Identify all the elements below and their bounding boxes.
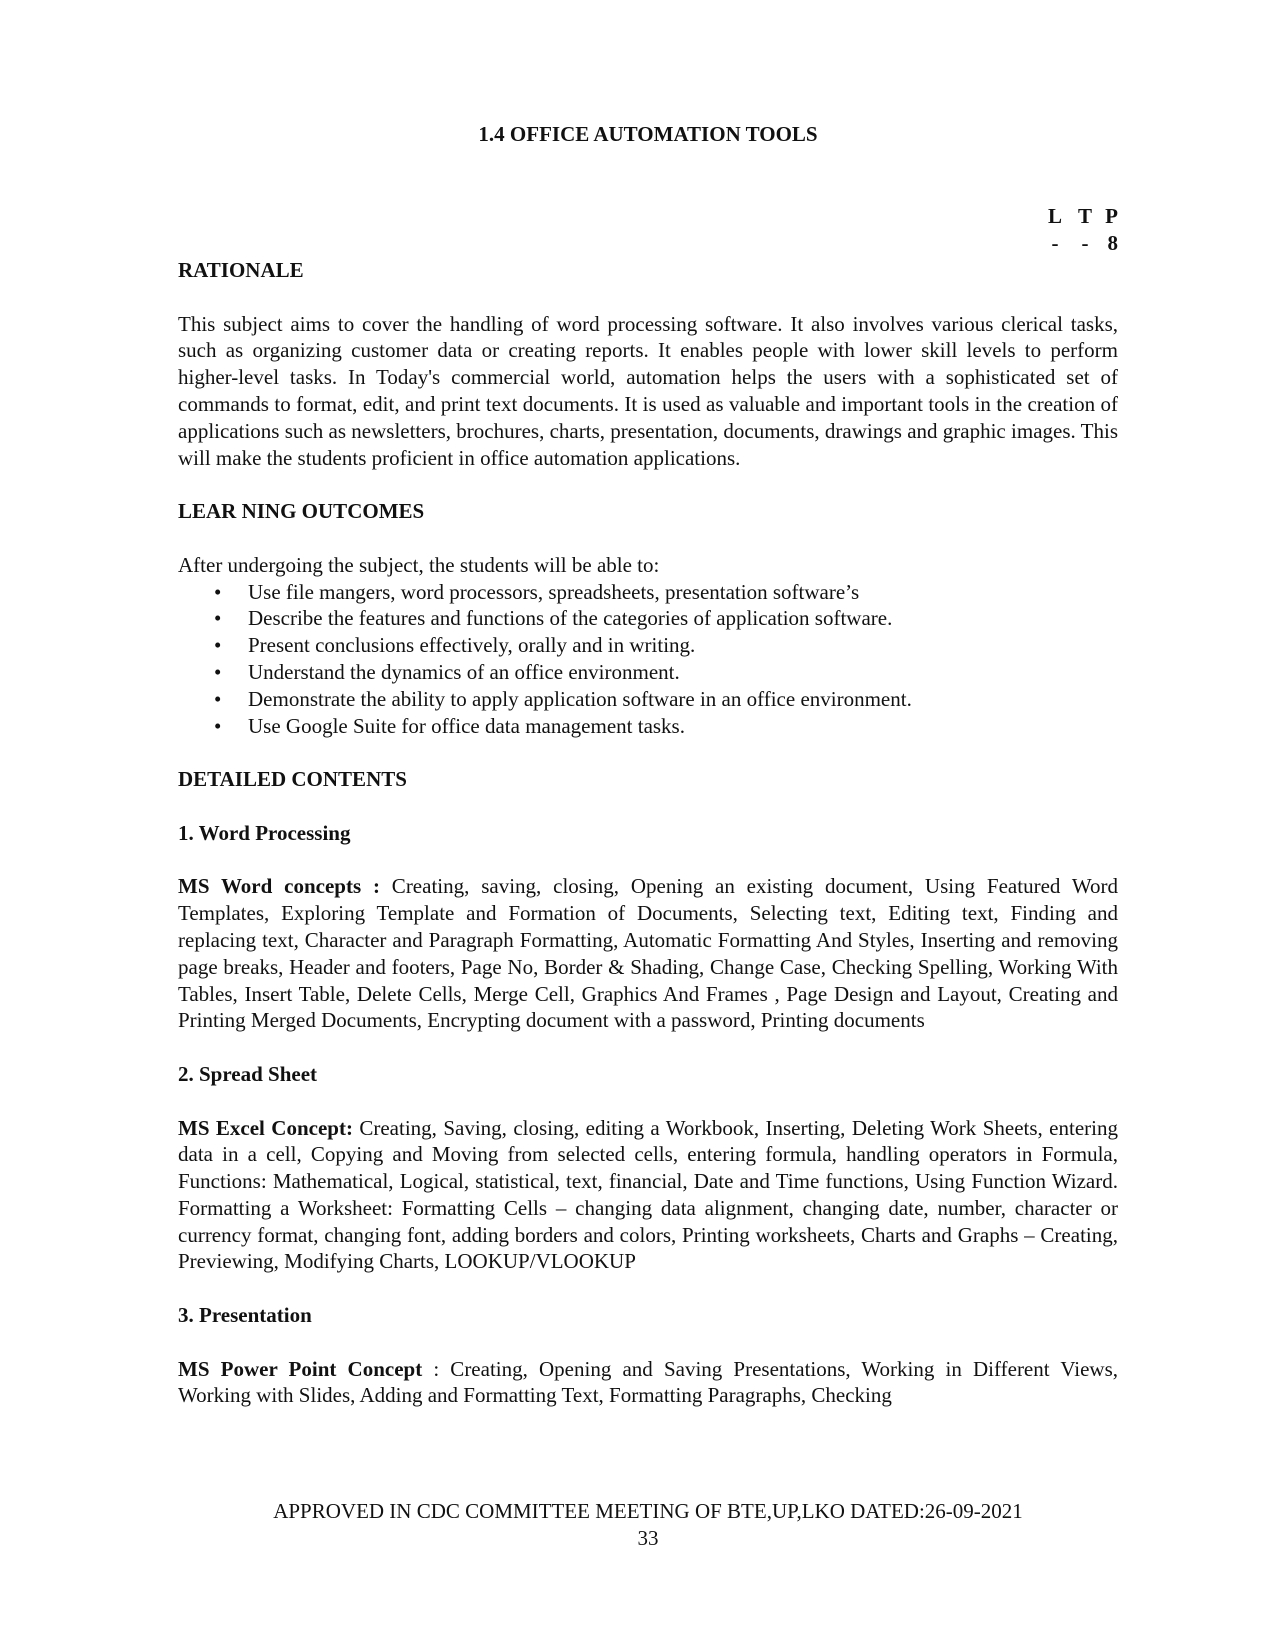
list-item (214, 605, 1118, 632)
outcome-text: Present conclusions effectively, orally and in writing. (248, 633, 696, 658)
presentation-heading: 3. Presentation (178, 1303, 312, 1328)
word-processing-heading: 1. Word Processing (178, 820, 351, 845)
bullet-icon: • (214, 713, 222, 738)
document-body (178, 257, 1118, 1409)
spacer (178, 471, 1118, 498)
ms-excel-lead: MS Excel Concept: (178, 1115, 353, 1140)
bullet-icon: • (214, 633, 222, 658)
spacer (178, 1329, 1118, 1356)
list-item (214, 713, 1118, 740)
ltp-header-p: P (1105, 204, 1118, 228)
list-item (214, 579, 1118, 606)
outcome-text: Use file mangers, word processors, spreadsheets, presentation software’s (248, 579, 860, 604)
spread-sheet-heading: 2. Spread Sheet (178, 1061, 318, 1086)
spacer (178, 739, 1118, 766)
ltp-table (1040, 203, 1118, 257)
ms-powerpoint-description: : Creating, Opening and Saving Presentations, Working in Different Views, Working with Slides, Adding and Formatting Text, Formatting Paragraphs, Checking (178, 1356, 1118, 1408)
document-title: 1.4 OFFICE AUTOMATION TOOLS (478, 122, 818, 146)
spread-sheet-text (178, 1115, 1118, 1276)
bullet-icon: • (214, 659, 222, 684)
presentation-text (178, 1356, 1118, 1410)
spacer (178, 847, 1118, 874)
bullet-icon: • (214, 579, 222, 604)
spacer (178, 1275, 1118, 1302)
learning-outcomes-heading: LEAR NING OUTCOMES (178, 499, 425, 524)
ms-word-lead: MS Word concepts : (178, 874, 380, 899)
word-processing-text (178, 873, 1118, 1034)
page-number: 33 (637, 1525, 659, 1550)
rationale-text: This subject aims to cover the handling of word processing software. It also involves various clerical tasks, such as organizing customer data or creating reports. It enables people with lower skill levels to perform higher-level tasks. In Today's commercial world, automation helps the users with a sophisticated set of commands to format, edit, and print text documents. It is used as valuable and important tools in the creation of applications such as newsletters, brochures, charts, presentation, documents, drawings and graphic images. This will make the students proficient in office automation applications. (178, 311, 1118, 470)
list-item (214, 686, 1118, 713)
bullet-icon: • (214, 606, 222, 631)
ms-powerpoint-lead: MS Power Point Concept (178, 1356, 423, 1381)
ltp-header-row (1040, 203, 1118, 230)
ms-word-description: Creating, saving, closing, Opening an existing document, Using Featured Word Templates, Exploring Template and Formation of Documents, Selecting text, Editing text, Finding and replacing text, Character and Paragraph Formatting, Automatic Formatting And Styles, Inserting and removing page breaks, Header and footers, Page No, Border & Shading, Change Case, Checking Spelling, Working With Tables, Insert Table, Delete Cells, Merge Cell, Graphics And Frames , Page Design and Layout, Creating and Printing Merged Documents, Encrypting document with a password, Printing documents (178, 874, 1118, 1033)
outcome-text: Understand the dynamics of an office environment. (248, 659, 680, 684)
document-page (178, 0, 1118, 1651)
spacer (178, 1088, 1118, 1115)
learning-outcomes-list (178, 579, 1118, 740)
spacer (178, 1034, 1118, 1061)
ltp-value-t: - (1081, 231, 1089, 255)
outcome-text: Describe the features and functions of the categories of application software. (248, 606, 893, 631)
approval-note: APPROVED IN CDC COMMITTEE MEETING OF BTE,UP,LKO DATED:26-09-2021 (273, 1499, 1023, 1523)
list-item (214, 632, 1118, 659)
ltp-header-l: L (1047, 204, 1062, 228)
detailed-contents-heading: DETAILED CONTENTS (178, 767, 407, 792)
page-footer (178, 1498, 1118, 1552)
learning-outcomes-intro: After undergoing the subject, the students will be able to: (178, 552, 660, 577)
rationale-heading: RATIONALE (178, 258, 304, 282)
bullet-icon: • (214, 686, 222, 711)
outcome-text: Use Google Suite for office data management tasks. (248, 713, 685, 738)
ltp-value-row (1040, 230, 1118, 257)
ltp-value-l: - (1051, 231, 1059, 255)
ms-excel-description: Creating, Saving, closing, editing a Workbook, Inserting, Deleting Work Sheets, entering data in a cell, Copying and Moving from selected cells, entering formula, handling operators in Formula, Functions: Mathematical, Logical, statistical, text, financial, Date and Time functions, Using Function Wizard. Formatting a Worksheet: Formatting Cells – changing data alignment, changing date, number, character or currency format, changing font, adding borders and colors, Printing worksheets, Charts and Graphs – Creating, Previewing, Modifying Charts, LOOKUP/VLOOKUP (178, 1115, 1118, 1274)
list-item (214, 659, 1118, 686)
ltp-header-t: T (1077, 204, 1092, 228)
ltp-value-p: 8 (1107, 231, 1118, 255)
spacer (178, 793, 1118, 820)
spacer (178, 284, 1118, 311)
spacer (178, 525, 1118, 552)
outcome-text: Demonstrate the ability to apply application software in an office environment. (248, 686, 912, 711)
